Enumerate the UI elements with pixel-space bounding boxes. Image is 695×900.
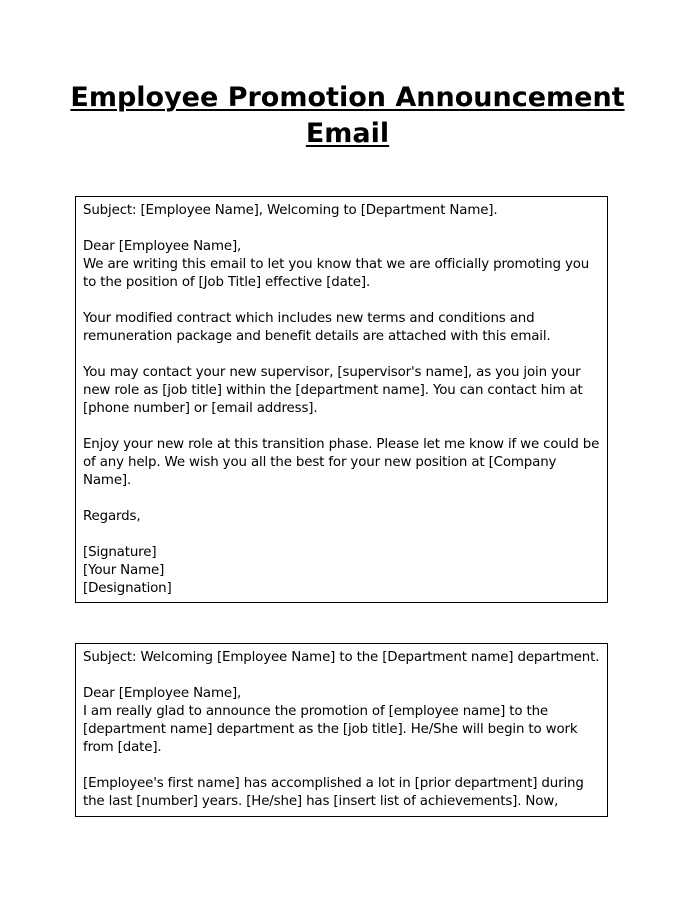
email-template-1 (75, 196, 608, 603)
spacer (83, 346, 600, 364)
spacer (83, 292, 600, 310)
email1-closing: Regards, (83, 509, 141, 524)
email2-greeting: Dear [Employee Name], (83, 686, 242, 701)
title-line-1: Employee Promotion Announcement (70, 82, 625, 113)
email1-para4-line: Enjoy your new role at this transition phase. Please let me know if we could be (83, 437, 600, 452)
email1-subject: Subject: [Employee Name], Welcoming to [Department Name]. (83, 203, 498, 218)
spacer (83, 526, 600, 544)
spacer (83, 667, 600, 685)
spacer (83, 490, 600, 508)
email1-greeting: Dear [Employee Name], (83, 239, 242, 254)
email1-sender-name: [Your Name] (83, 563, 165, 578)
email2-para1-line: from [date]. (83, 740, 162, 755)
email1-para1-line: We are writing this email to let you know that we are officially promoting you (83, 257, 590, 272)
email1-para2-line: remuneration package and benefit details are attached with this email. (83, 329, 551, 344)
email1-signature: [Signature] (83, 545, 157, 560)
email2-para2-line: [Employee's first name] has accomplished a lot in [prior department] during (83, 776, 584, 791)
email2-para1-line: I am really glad to announce the promotion of [employee name] to the (83, 704, 549, 719)
email1-para4-line: Name]. (83, 473, 132, 488)
email1-para3-line: [phone number] or [email address]. (83, 401, 318, 416)
spacer (83, 220, 600, 238)
spacer (83, 757, 600, 775)
email1-para2-line: Your modified contract which includes new terms and conditions and (83, 311, 535, 326)
email2-para2-line: the last [number] years. [He/she] has [insert list of achievements]. Now, (83, 794, 559, 809)
email-template-2 (75, 643, 608, 817)
email2-subject: Subject: Welcoming [Employee Name] to the [Department name] department. (83, 650, 600, 665)
email1-para3-line: new role as [job title] within the [department name]. You can contact him at (83, 383, 583, 398)
spacer (83, 418, 600, 436)
title-line-2: Email (305, 118, 390, 149)
email1-para3-line: You may contact your new supervisor, [supervisor's name], as you join your (83, 365, 581, 380)
document-title (0, 80, 695, 152)
email2-para1-line: [department name] department as the [job title]. He/She will begin to work (83, 722, 578, 737)
email1-para4-line: of any help. We wish you all the best for your new position at [Company (83, 455, 557, 470)
email1-designation: [Designation] (83, 581, 172, 596)
email1-para1-line: to the position of [Job Title] effective [date]. (83, 275, 371, 290)
